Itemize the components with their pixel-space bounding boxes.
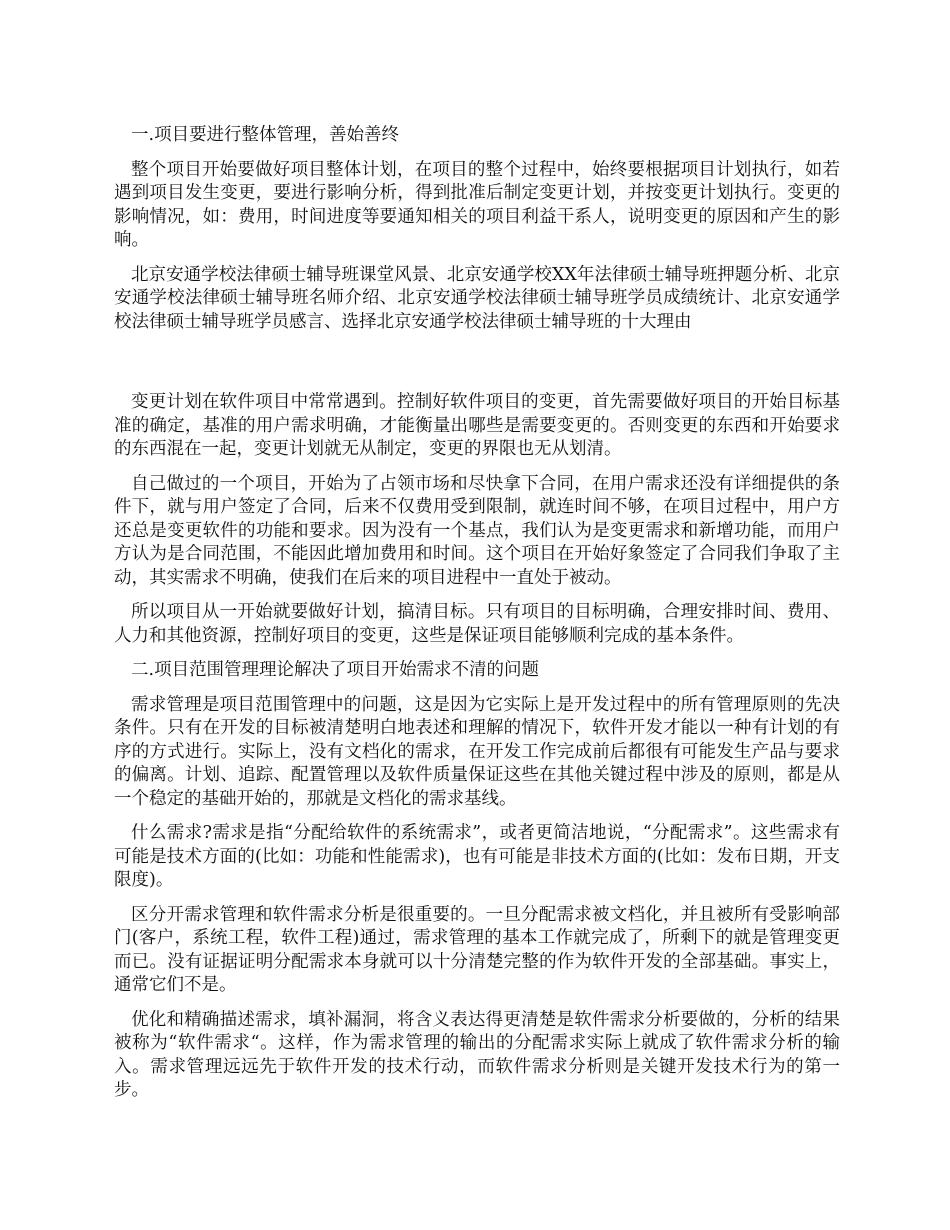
paragraph-1: 整个项目开始要做好项目整体计划，在项目的整个过程中，始终要根据项目计划执行，如若遇到项目发生变更，要进行影响分析，得到批准后制定变更计划，并按变更计划执行。变更的影响情况，如：费用，时间进度等要通知相关的项目利益干系人，说明变更的原因和产生的影响。 (114, 159, 840, 250)
blank-gap (114, 345, 840, 391)
paragraph-5: 所以项目从一开始就要做好计划，搞清目标。只有项目的目标明确，合理安排时间、费用、人力和其他资源，控制好项目的变更，这些是保证项目能够顺利完成的基本条件。 (114, 602, 840, 646)
paragraph-7: 什么需求?需求是指“分配给软件的系统需求”，或者更简洁地说，“分配需求”。这些需求有可能是技术方面的(比如：功能和性能需求)，也有可能是非技术方面的(比如：发布日期，开支限度)。 (114, 823, 840, 890)
paragraph-3: 变更计划在软件项目中常常遇到。控制好软件项目的变更，首先需要做好项目的开始目标基准的确定，基准的用户需求明确，才能衡量出哪些是需要变更的。否则变更的东西和开始要求的东西混在一起，变更计划就无从制定，变更的界限也无从划清。 (114, 392, 840, 459)
paragraph-8: 区分开需求管理和软件需求分析是很重要的。一旦分配需求被文档化，并且被所有受影响部门(客户，系统工程，软件工程)通过，需求管理的基本工作就完成了，所剩下的就是管理变更而已。没有证据证明分配需求本身就可以十分清楚完整的作为软件开发的全部基础。事实上，通常它们不是。 (114, 904, 840, 995)
document-body (114, 124, 840, 1114)
paragraph-2: 北京安通学校法律硕士辅导班课堂风景、北京安通学校XX年法律硕士辅导班押题分析、北京安通学校法律硕士辅导班名师介绍、北京安通学校法律硕士辅导班学员成绩统计、北京安通学校法律硕士辅导班学员感言、选择北京安通学校法律硕士辅导班的十大理由 (114, 264, 840, 332)
paragraph-6: 需求管理是项目范围管理中的问题，这是因为它实际上是开发过程中的所有管理原则的先决条件。只有在开发的目标被清楚明白地表述和理解的情况下，软件开发才能以一种有计划的有序的方式进行。实际上，没有文档化的需求，在开发工作完成前后都很有可能发生产品与要求的偏离。计划、追踪、配置管理以及软件质量保证这些在其他关键过程中涉及的原则，都是从一个稳定的基础开始的，那就是文档化的需求基线。 (114, 694, 840, 809)
section-heading-2: 二.项目范围管理理论解决了项目开始需求不清的问题 (131, 660, 540, 680)
paragraph-4: 自己做过的一个项目，开始为了占领市场和尽快拿下合同，在用户需求还没有详细提供的条件下，就与用户签定了合同，后来不仅费用受到限制，就连时间不够，在项目过程中，用户方还总是变更软件的功能和要求。因为没有一个基点，我们认为是变更需求和新增功能，而用户方认为是合同范围，不能因此增加费用和时间。这个项目在开始好象签定了合同我们争取了主动，其实需求不明确，使我们在后来的项目进程中一直处于被动。 (114, 473, 840, 588)
paragraph-9: 优化和精确描述需求，填补漏洞，将含义表达得更清楚是软件需求分析要做的，分析的结果被称为“软件需求“。这样，作为需求管理的输出的分配需求实际上就成了软件需求分析的输入。需求管理远远先于软件开发的技术行动，而软件需求分析则是关键开发技术行为的第一步。 (114, 1009, 840, 1100)
section-heading-1: 一.项目要进行整体管理，善始善终 (131, 125, 400, 145)
